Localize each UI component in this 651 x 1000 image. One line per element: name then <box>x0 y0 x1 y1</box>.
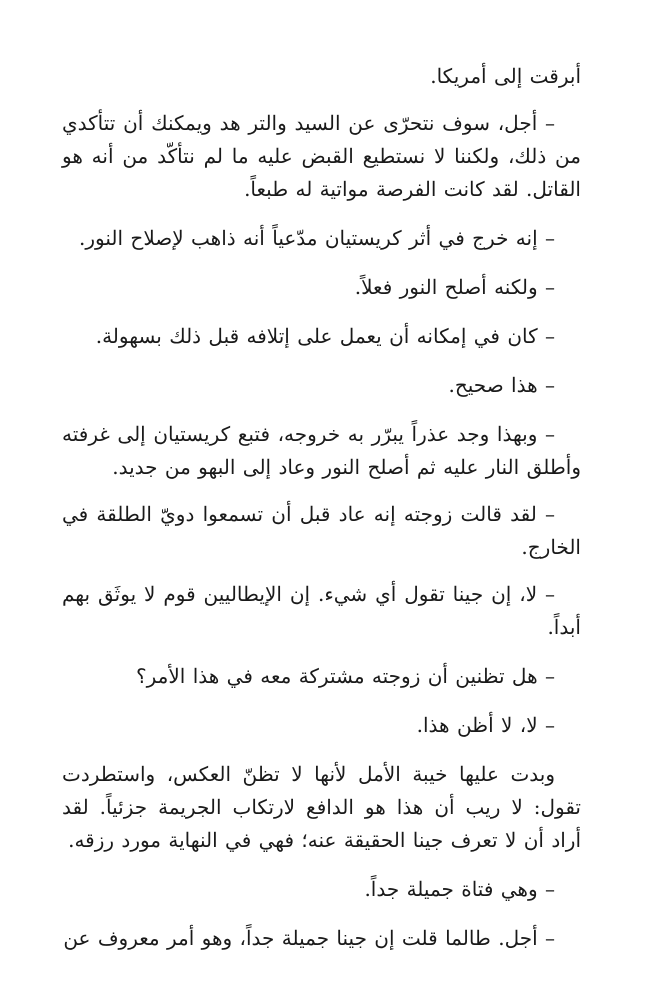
paragraph-3: – إنه خرج في أثر كريستيان مدّعياً أنه ذاهب لإصلاح النور. <box>79 226 555 250</box>
paragraph-6: – هذا صحيح. <box>448 373 555 397</box>
paragraph-8: – لقد قالت زوجته إنه عاد قبل أن تسمعوا دويّ الطلقة في الخارج. <box>62 502 581 559</box>
paragraph-4: – ولكنه أصلح النور فعلاً. <box>354 275 555 299</box>
paragraph-7: – وبهذا وجد عذراً يبرّر به خروجه، فتبع كريستيان إلى غرفته وأطلق النار عليه ثم أصلح النور وعاد إلى البهو من جديد. <box>62 422 581 479</box>
paragraph-14: – أجل. طالما قلت إن جينا جميلة جداً، وهو أمر معروف عن <box>63 926 555 950</box>
paragraph-1: أبرقت إلى أمريكا. <box>430 64 581 88</box>
paragraph-11: – لا، لا أظن هذا. <box>416 713 555 737</box>
paragraph-9: – لا، إن جينا تقول أي شيء. إن الإيطاليين قوم لا يوثَق بهم أبداً. <box>62 582 581 639</box>
paragraph-10: – هل تظنين أن زوجته مشتركة معه في هذا الأمر؟ <box>136 664 555 688</box>
paragraph-2: – أجل، سوف نتحرّى عن السيد والتر هد ويمكنك أن تتأكدي من ذلك، ولكننا لا نستطيع القبض عليه ما لم نتأكّد من أنه هو القاتل. لقد كانت الفرصة مواتية له طبعاً. <box>62 111 581 201</box>
paragraph-5: – كان في إمكانه أن يعمل على إتلافه قبل ذلك بسهولة. <box>95 324 555 348</box>
paragraph-13: – وهي فتاة جميلة جداً. <box>364 877 555 901</box>
paragraph-12: وبدت عليها خيبة الأمل لأنها لا تظنّ العكس، واستطردت تقول: لا ريب أن هذا هو الدافع لارتكاب الجريمة جزئياً. لقد أراد أن لا تعرف جينا الحقيقة عنه؛ فهي في النهاية مورد رزقه. <box>62 762 581 852</box>
